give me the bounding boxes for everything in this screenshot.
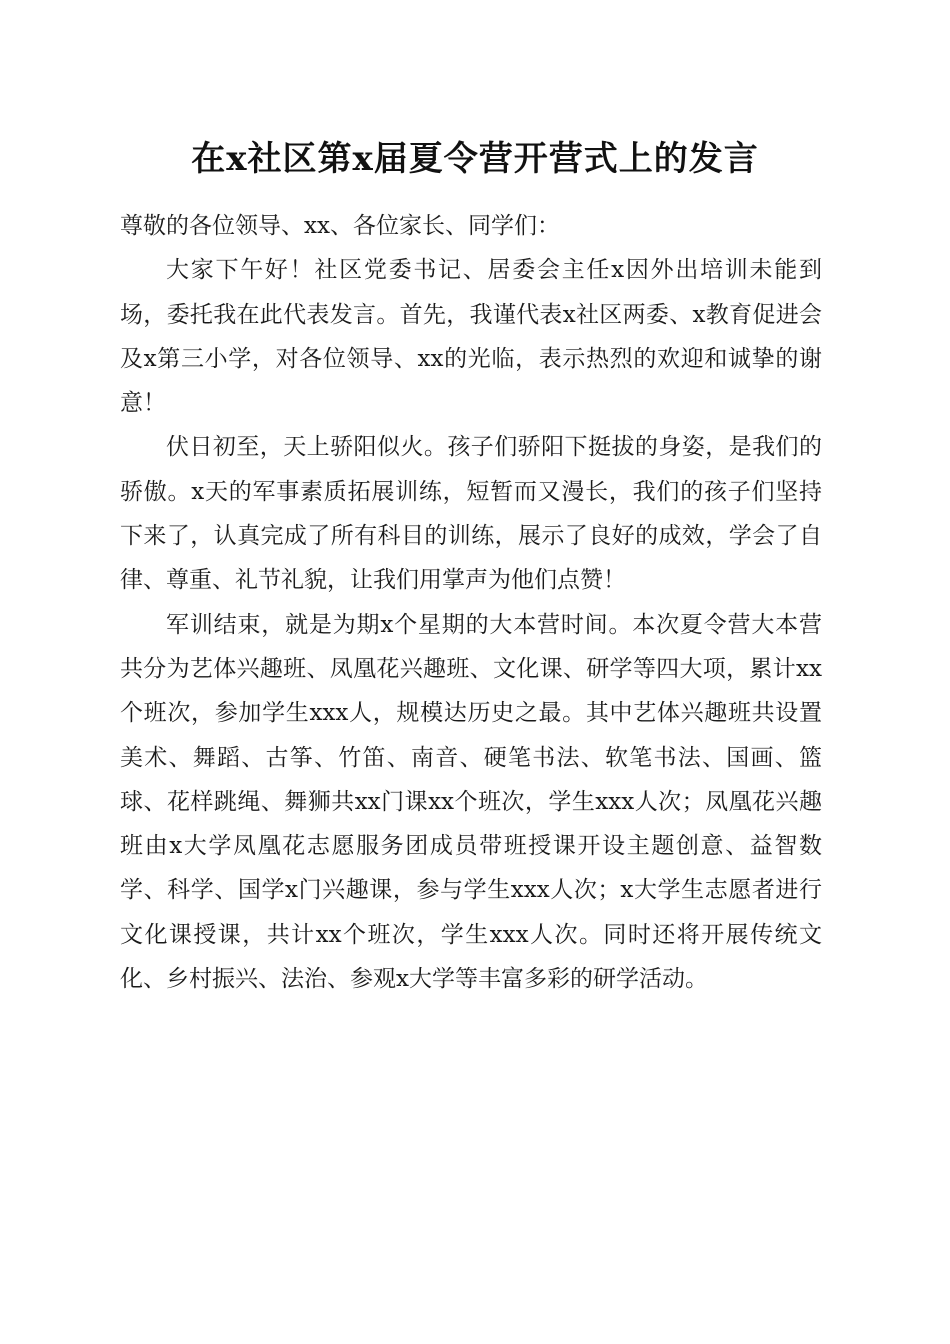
document-title: 在x社区第x届夏令营开营式上的发言 — [191, 139, 759, 179]
paragraph-military-training: 伏日初至，天上骄阳似火。孩子们骄阳下挺拔的身姿，是我们的骄傲。x天的军事素质拓展训练，短暂而又漫长，我们的孩子们坚持下来了，认真完成了所有科目的训练，展示了良好的成效，学会了自律、尊重、礼节礼貌，让我们用掌声为他们点赞！ — [120, 434, 822, 594]
document-body — [120, 204, 822, 1001]
paragraph-camp-courses: 军训结束，就是为期x个星期的大本营时间。本次夏令营大本营共分为艺体兴趣班、凤凰花兴趣班、文化课、研学等四大项，累计xx个班次，参加学生xxx人，规模达历史之最。其中艺体兴趣班共设置美术、舞蹈、古筝、竹笛、南音、硬笔书法、软笔书法、国画、篮球、花样跳绳、舞狮共xx门课xx个班次，学生xxx人次；凤凰花兴趣班由x大学凤凰花志愿服务团成员带班授课开设主题创意、益智数学、科学、国学x门兴趣课，参与学生xxx人次；x大学生志愿者进行文化课授课，共计xx个班次，学生xxx人次。同时还将开展传统文化、乡村振兴、法治、参观x大学等丰富多彩的研学活动。 — [120, 611, 822, 993]
salutation: 尊敬的各位领导、xx、各位家长、同学们： — [120, 213, 560, 239]
paragraph-greeting: 大家下午好！社区党委书记、居委会主任x因外出培训未能到场，委托我在此代表发言。首先，我谨代表x社区两委、x教育促进会及x第三小学，对各位领导、xx的光临，表示热烈的欢迎和诚挚的谢意！ — [120, 257, 822, 417]
